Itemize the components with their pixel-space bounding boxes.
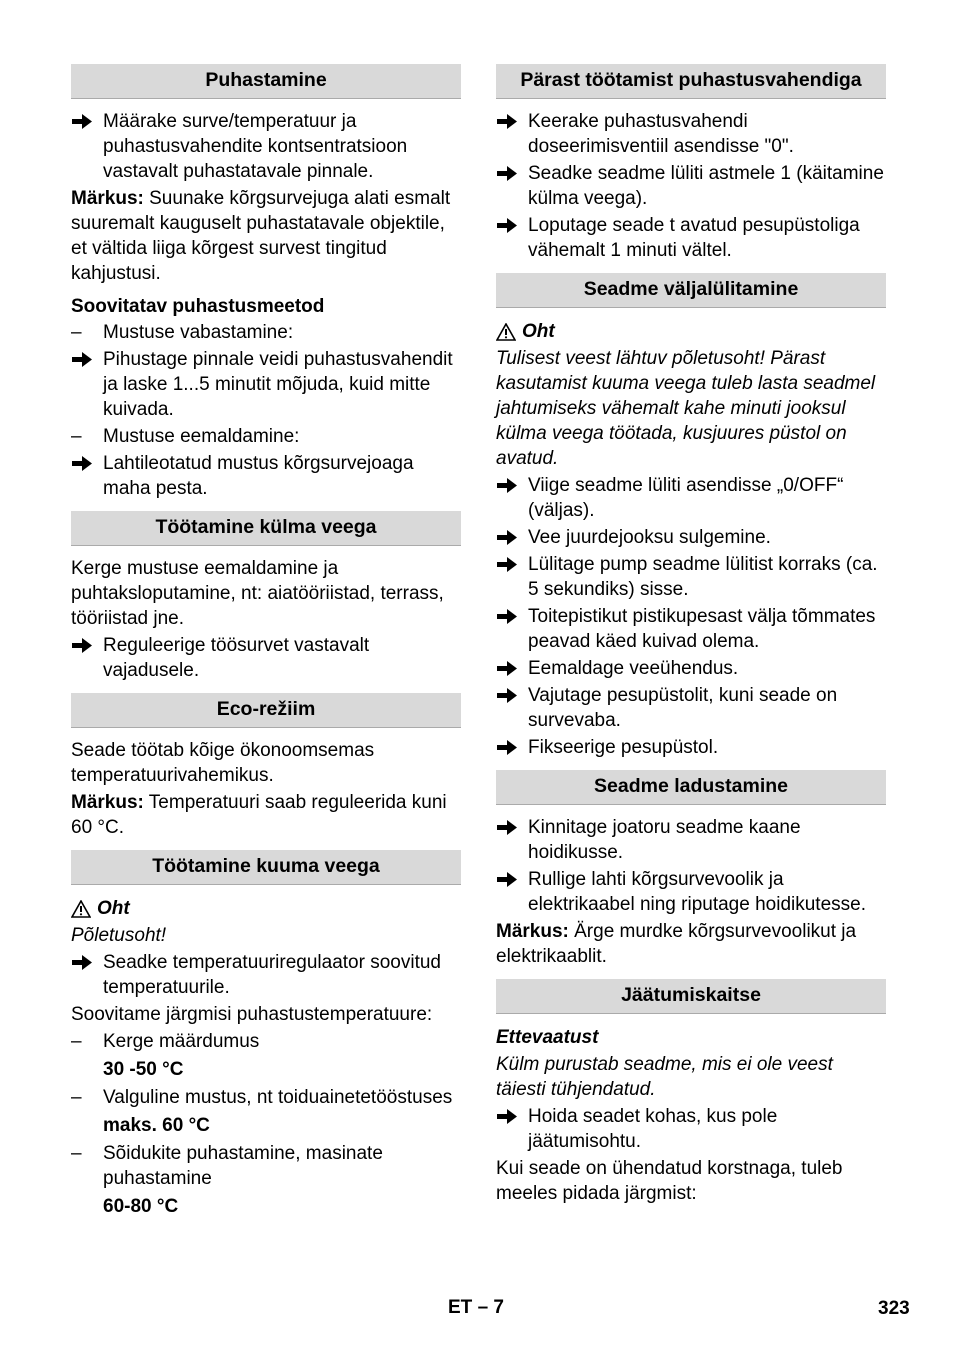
section-heading-kulm: Töötamine külma veega <box>71 511 461 546</box>
step-item: Kinnitage joatoru seadme kaane hoidikusse. <box>496 815 886 865</box>
paragraph: Seade töötab kõige ökonoomsemas temperatuurivahemikus. <box>71 740 375 786</box>
page-number: 323 <box>878 1298 910 1319</box>
note-paragraph: Märkus: Ärge murdke kõrgsurvevoolikut ja elektrikaablit. <box>496 921 857 967</box>
step-item: Eemaldage veeühendus. <box>496 656 886 681</box>
arrow-right-icon <box>497 609 517 624</box>
temperature-value: maks. 60 °C <box>103 1115 210 1136</box>
arrow-right-icon <box>497 166 517 181</box>
temperature-value: 60-80 °C <box>103 1196 179 1217</box>
caution-text: Külm purustab seadme, mis ei ole veest täiesti tühjendatud. <box>496 1054 833 1100</box>
arrow-right-icon <box>72 638 92 653</box>
arrow-right-icon <box>497 1109 517 1124</box>
dash-item: – Valguline mustus, nt toiduainetetööstuses <box>71 1087 453 1108</box>
arrow-right-icon <box>497 872 517 887</box>
note-paragraph: Märkus: Suunake kõrgsurvejuga alati esmalt suuremalt kauguselt puhastatavale objektile, et vältida liiga kõrgest survest tingitud kahjustusi. <box>71 188 451 284</box>
dash-item: – Sõidukite puhastamine, masinate puhastamine <box>71 1143 383 1189</box>
right-column <box>496 64 886 1208</box>
step-item: Toitepistikut pistikupesast välja tõmmates peavad käed kuivad olema. <box>496 604 886 654</box>
arrow-right-icon <box>497 820 517 835</box>
step-item: Vee juurdejooksu sulgemine. <box>496 525 886 550</box>
dash-item: – Mustuse eemaldamine: <box>71 426 300 447</box>
warning-text: Tulisest veest lähtuv põletusoht! Pärast kasutamist kuuma veega tuleb lasta seadmel jahtumiseks vähemalt kahe minuti jooksul külma veega töötada, kusjuures püstol on avatud. <box>496 348 876 469</box>
arrow-right-icon <box>497 740 517 755</box>
warning-triangle-icon <box>496 323 516 341</box>
step-item: Rullige lahti kõrgsurvevoolik ja elektrikaabel ning riputage hoidikutesse. <box>496 867 886 917</box>
paragraph: Soovitame järgmisi puhastustemperatuure: <box>71 1004 433 1025</box>
dash-item: – Kerge määrdumus <box>71 1031 260 1052</box>
dash-item: – Mustuse vabastamine: <box>71 322 294 343</box>
paragraph: Kerge mustuse eemaldamine ja puhtaksloputamine, nt: aiatööriistad, terrass, tööriistad jne. <box>71 558 444 629</box>
arrow-right-icon <box>72 352 92 367</box>
section-heading-puhastamine: Puhastamine <box>71 64 461 99</box>
step-item: Fikseerige pesupüstol. <box>496 735 886 760</box>
arrow-right-icon <box>72 955 92 970</box>
arrow-right-icon <box>72 114 92 129</box>
warning-triangle-icon <box>71 900 91 918</box>
section-heading-ladu: Seadme ladustamine <box>496 770 886 805</box>
warning-text: Põletusoht! <box>71 925 167 946</box>
step-item: Viige seadme lüliti asendisse „0/OFF“ (väljas). <box>496 473 886 523</box>
arrow-right-icon <box>497 218 517 233</box>
section-heading-parast: Pärast töötamist puhastusvahendiga <box>496 64 886 99</box>
step-item: Keerake puhastusvahendi doseerimisventiil asendisse "0". <box>496 109 886 159</box>
step-item: Vajutage pesupüstolit, kuni seade on survevaba. <box>496 683 886 733</box>
arrow-right-icon <box>497 114 517 129</box>
step-item: Seadke temperatuuriregulaator soovitud temperatuurile. <box>71 950 461 1000</box>
paragraph: Kui seade on ühendatud korstnaga, tuleb meeles pidada järgmist: <box>496 1158 843 1204</box>
step-item: Määrake surve/temperatuur ja puhastusvahendite kontsentratsioon vastavalt puhastatavale pinnale. <box>71 109 461 184</box>
arrow-right-icon <box>497 478 517 493</box>
section-heading-kuum: Töötamine kuuma veega <box>71 850 461 885</box>
warning-label: Oht <box>496 318 886 346</box>
left-column <box>71 64 461 1222</box>
step-item: Reguleerige töösurvet vastavalt vajadusele. <box>71 633 461 683</box>
step-item: Hoida seadet kohas, kus pole jäätumisohtu. <box>496 1104 886 1154</box>
section-heading-eco: Eco-režiim <box>71 693 461 728</box>
section-heading-valja: Seadme väljalülitamine <box>496 273 886 308</box>
arrow-right-icon <box>497 688 517 703</box>
warning-label: Oht <box>71 895 461 923</box>
step-item: Loputage seade t avatud pesupüstoliga vähemalt 1 minuti vältel. <box>496 213 886 263</box>
subheading: Soovitatav puhastusmeetod <box>71 296 325 317</box>
step-item: Seadke seadme lüliti astmele 1 (käitamine külma veega). <box>496 161 886 211</box>
step-item: Lülitage pump seadme lülitist korraks (ca. 5 sekundiks) sisse. <box>496 552 886 602</box>
note-paragraph: Märkus: Temperatuuri saab reguleerida kuni 60 °C. <box>71 792 447 838</box>
step-item: Pihustage pinnale veidi puhastusvahendit ja laske 1...5 minutit mõjuda, kuid mitte kuivada. <box>71 347 461 422</box>
section-heading-jaat: Jäätumiskaitse <box>496 979 886 1014</box>
step-item: Lahtileotatud mustus kõrgsurvejoaga maha pesta. <box>71 451 461 501</box>
arrow-right-icon <box>497 557 517 572</box>
arrow-right-icon <box>497 661 517 676</box>
footer-section-page: ET – 7 <box>448 1297 504 1318</box>
temperature-value: 30 -50 °C <box>103 1059 184 1080</box>
arrow-right-icon <box>497 530 517 545</box>
arrow-right-icon <box>72 456 92 471</box>
caution-label: Ettevaatust <box>496 1027 599 1048</box>
